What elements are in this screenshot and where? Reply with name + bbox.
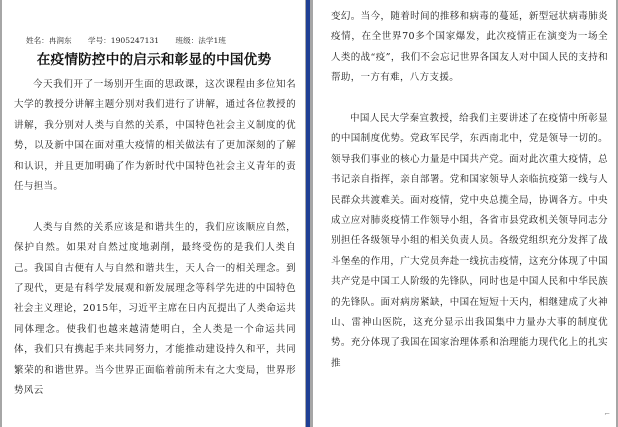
- left-page: [2, 0, 305, 427]
- right-page: [313, 0, 616, 427]
- body-paragraph: 今天我们开了一场别开生面的思政课，这次课程由多位知名大学的教授分讲解主题分别对我们进行了讲解，通过各位教授的讲解，我分别对人类与自然的关系，中国特色社会主义制度的优势，以及新中国在面对重大疫情的相关做法有了更加深刻的了解和认识，并且更加明确了作为新时代中国特色社会主义青年的责任与担当。: [14, 79, 296, 193]
- paragraph-spacer: [331, 89, 608, 109]
- body-paragraph: 中国人民大学秦宣教授，给我们主要讲述了在疫情中所彰显的中国制度优势。党政军民学，东西南北中，党是领导一切的。领导我们事业的核心力量是中国共产党。面对此次重大疫情，总书记亲自指挥，亲自部署。党和国家领导人亲临抗疫第一线与人民群众共渡难关。面对疫情，党中央总揽全局，协调各方。中央成立应对肺炎疫情工作领导小组，各省市县党政机关领导同志分别担任各级领导小组的相关负责人员。各级党组织充分发挥了战斗堡垒的作用，广大党员奔赴一线抗击疫情，这充分体现了中国共产党是中国工人阶级的先锋队，同时也是中国人民和中华民族的先锋队。面对病房紧缺，中国在短短十天内，相继建成了火神山、雷神山医院，这充分显示出我国集中力量办大事的制度优势。充分体现了我国在国家治理体系和治理能力现代化上的扎实推: [331, 113, 608, 369]
- student-info-line: [26, 36, 296, 46]
- page-divider: [306, 0, 310, 427]
- body-paragraph: 人类与自然的关系应该是和谐共生的，我们应该顺应自然，保护自然。如果对自然过度地剥削，最终受伤的是我们人类自己。我国自古便有人与自然和谐共生，天人合一的相关理念。到了现代，更是有科学发展观和新发展理念等科学先进的中国特色社会主义理论，2015年，习近平主席在日内瓦提出了人类命运共同体理念。使我们也越来越清楚明白，全人类是一个命运共同体，我们只有携起手来共同努力，才能推动建设持久和平，共同繁荣的和谐世界。当今世界正面临着前所未有之大变局，世界形势风云: [14, 221, 296, 397]
- student-id: 学号：1905247131: [87, 36, 160, 45]
- paragraph-spacer: [14, 197, 296, 217]
- page-corner-icon: ⌐: [604, 410, 610, 418]
- student-class: 班级：法学1班: [175, 36, 226, 45]
- document-title: 在疫情防控中的启示和彰显的中国优势: [36, 52, 272, 68]
- body-paragraph: 变幻。当今，随着时间的推移和病毒的蔓延，新型冠状病毒肺炎疫情，在全世界70多个国家爆发，此次疫情正在演变为一场全人类的战“疫”，我们不会忘记世界各国友人对中国人民的支持和帮助，一方有难，八方支援。: [331, 11, 608, 84]
- student-name: 姓名：冉润东: [26, 36, 72, 45]
